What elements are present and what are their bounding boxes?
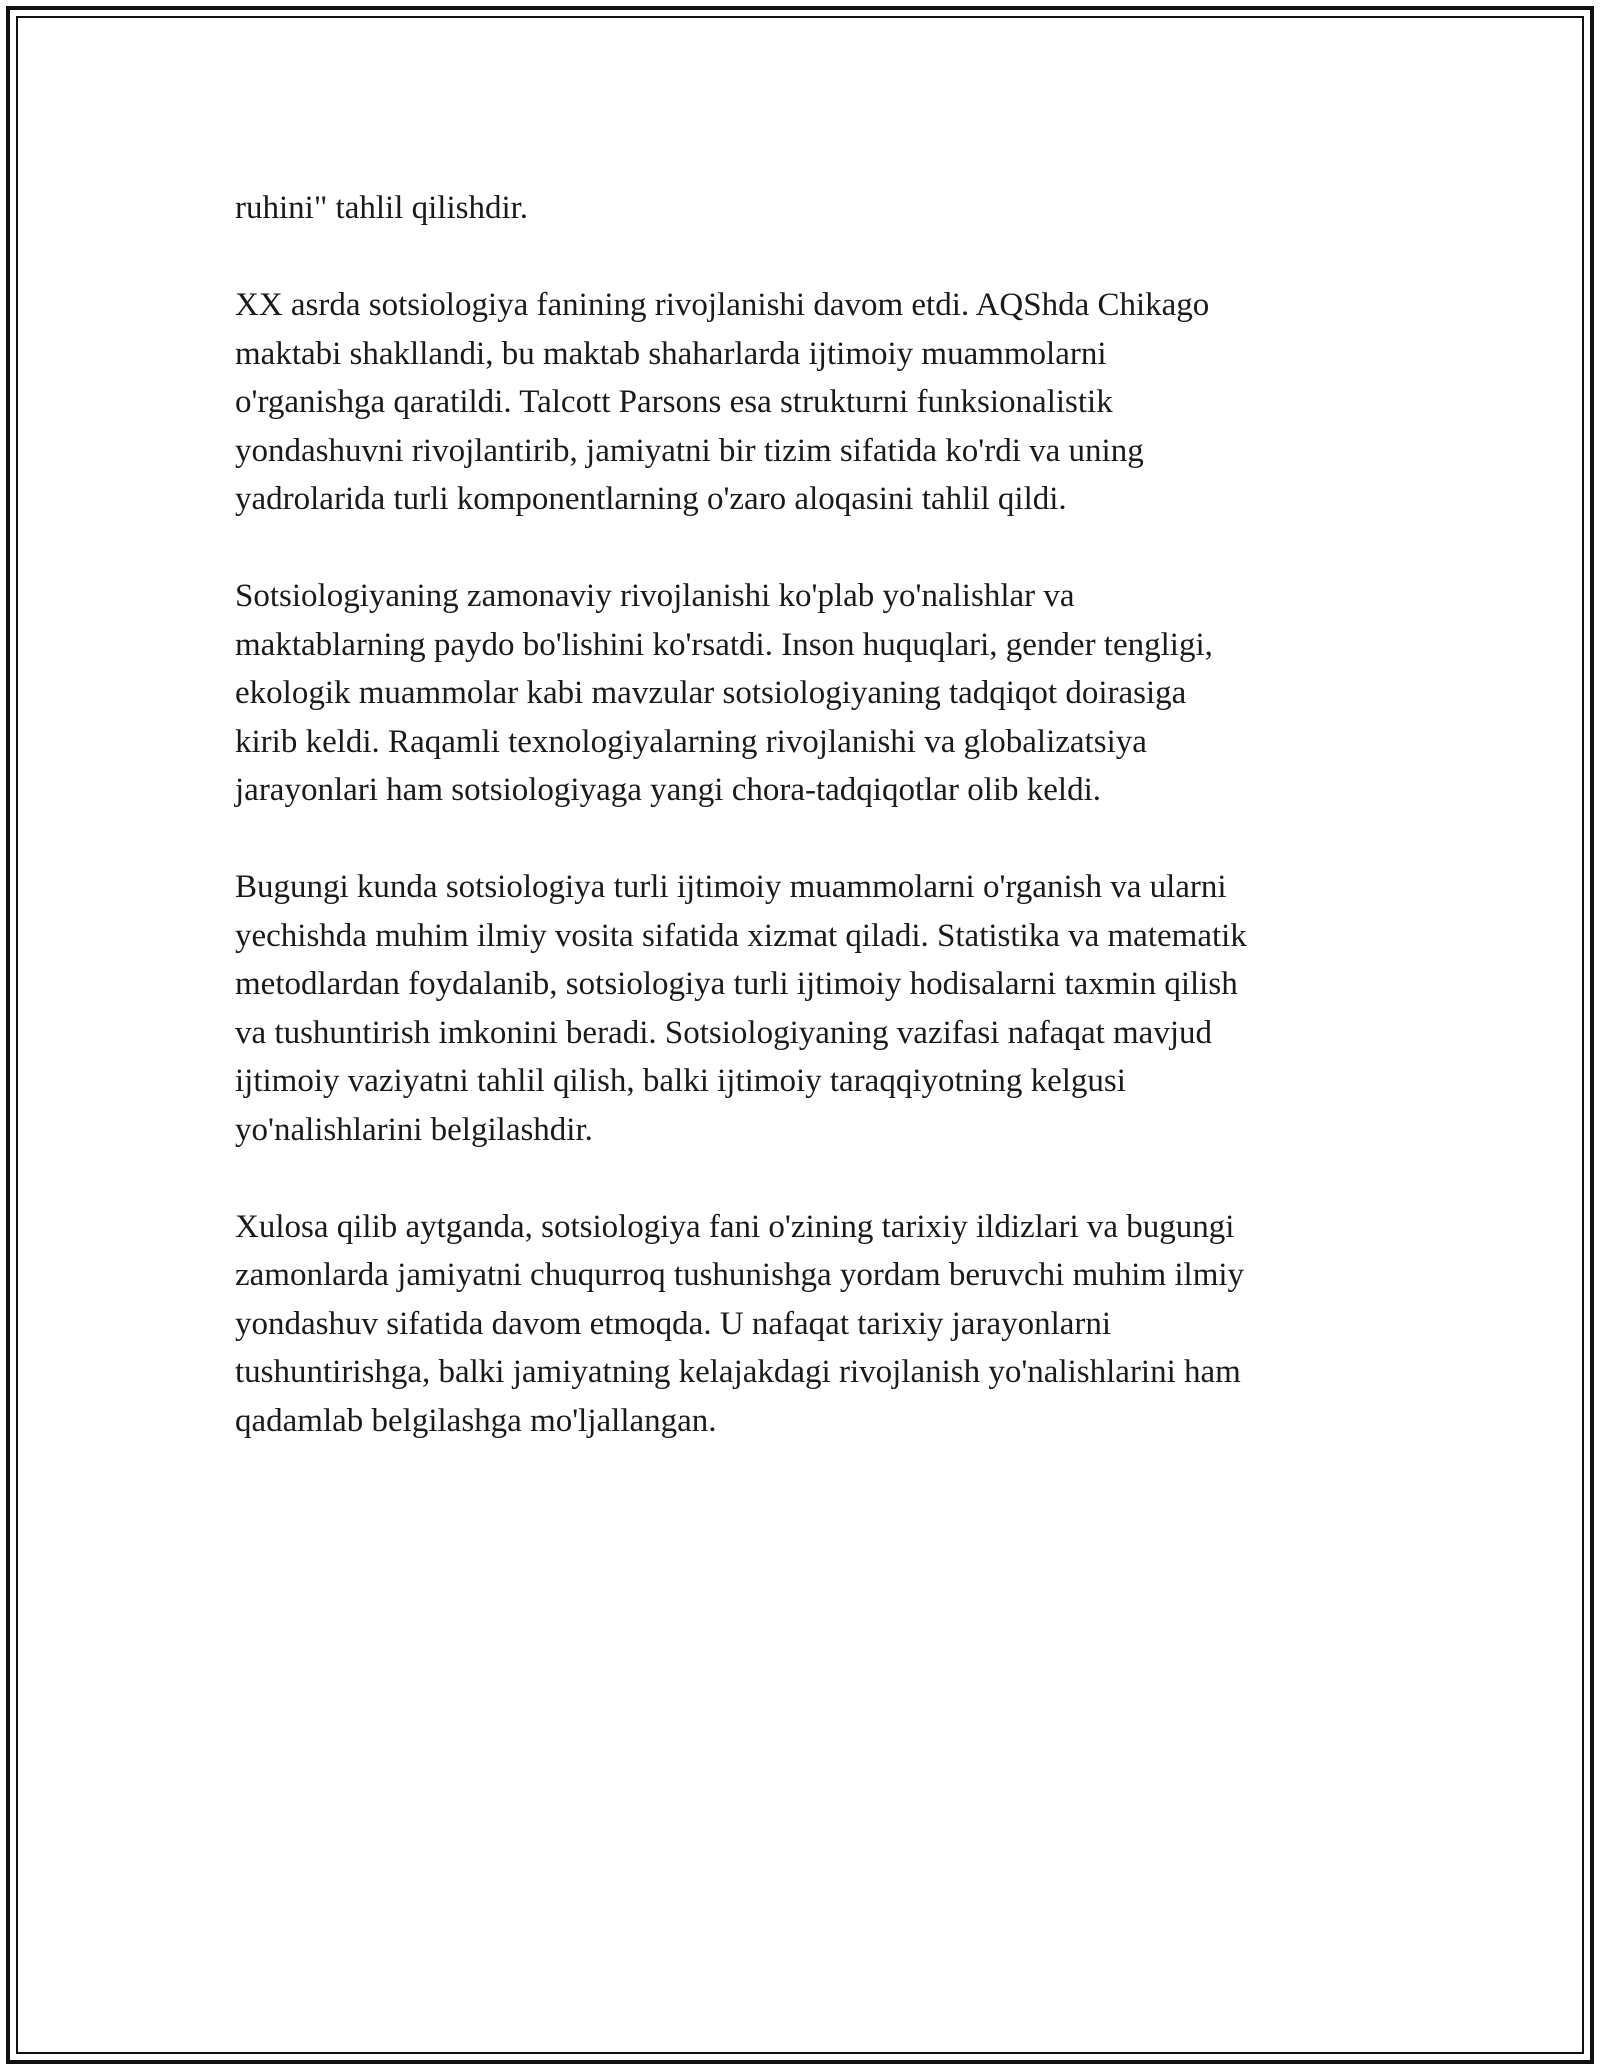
paragraph-1 — [235, 184, 1370, 233]
text-line: jarayonlari ham sotsiologiyaga yangi chora-tadqiqotlar olib keldi. — [235, 772, 1102, 808]
text-line: Xulosa qilib aytganda, sotsiologiya fani o'zining tarixiy ildizlari va bugungi — [235, 1208, 1235, 1245]
document-body — [235, 184, 1370, 1494]
paragraph-2 — [235, 281, 1370, 524]
text-line: Sotsiologiyaning zamonaviy rivojlanishi ko'plab yo'nalishlar va — [235, 578, 1075, 614]
text-line: maktablarning paydo bo'lishini ko'rsatdi. Inson huquqlari, gender tengligi, — [235, 626, 1213, 663]
text-line: Bugungi kunda sotsiologiya turli ijtimoiy muammolarni o'rganish va ularni — [235, 869, 1227, 905]
text-line: tushuntirishga, balki jamiyatning kelajakdagi rivojlanish yo'nalishlarini ham — [235, 1354, 1241, 1390]
text-line: yadrolarida turli komponentlarning o'zaro aloqasini tahlil qildi. — [235, 481, 1067, 517]
text-line: maktabi shakllandi, bu maktab shaharlarda ijtimoiy muammolarni — [235, 335, 1107, 372]
text-line: ekologik muammolar kabi mavzular sotsiologiyaning tadqiqot doirasiga — [235, 675, 1187, 711]
text-line: ijtimoiy vaziyatni tahlil qilish, balki ijtimoiy taraqqiyotning kelgusi — [235, 1063, 1126, 1099]
text-line: yechishda muhim ilmiy vosita sifatida xizmat qiladi. Statistika va matematik — [235, 917, 1247, 954]
text-line: o'rganishga qaratildi. Talcott Parsons esa strukturni funksionalistik — [235, 384, 1113, 420]
paragraph-3 — [235, 572, 1370, 815]
text-line: XX asrda sotsiologiya fanining rivojlanishi davom etdi. AQShda Chikago — [235, 287, 1210, 323]
text-line: yo'nalishlarini belgilashdir. — [235, 1111, 593, 1148]
text-line: ruhini" tahlil qilishdir. — [235, 190, 529, 226]
paragraph-4 — [235, 863, 1370, 1154]
text-line: yondashuvni rivojlantirib, jamiyatni bir tizim sifatida ko'rdi va uning — [235, 432, 1144, 469]
text-line: qadamlab belgilashga mo'ljallangan. — [235, 1402, 717, 1439]
text-line: yondashuv sifatida davom etmoqda. U nafaqat tarixiy jarayonlarni — [235, 1305, 1112, 1342]
text-line: va tushuntirish imkonini beradi. Sotsiologiyaning vazifasi nafaqat mavjud — [235, 1014, 1212, 1051]
paragraph-5 — [235, 1203, 1370, 1446]
text-line: zamonlarda jamiyatni chuqurroq tushunishga yordam beruvchi muhim ilmiy — [235, 1257, 1245, 1293]
text-line: kirib keldi. Raqamli texnologiyalarning rivojlanishi va globalizatsiya — [235, 723, 1147, 760]
text-line: metodlardan foydalanib, sotsiologiya turli ijtimoiy hodisalarni taxmin qilish — [235, 966, 1238, 1002]
